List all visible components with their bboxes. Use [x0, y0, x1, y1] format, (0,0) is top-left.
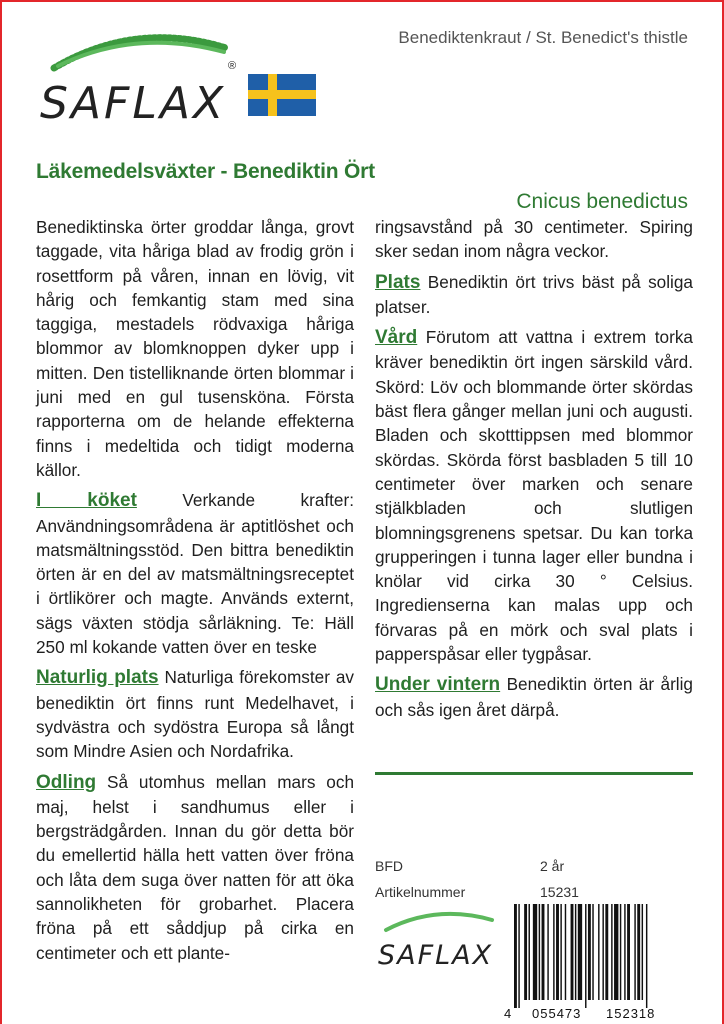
barcode-bar: [529, 904, 530, 1000]
odling-heading: Odling: [36, 771, 97, 793]
right-column: [375, 215, 693, 728]
koket-section: [36, 488, 354, 659]
barcode-bar: [533, 904, 537, 1000]
barcode-bar: [575, 904, 576, 1000]
barcode-bar: [571, 904, 574, 1000]
barcode-bar: [553, 904, 554, 1000]
left-column: [36, 215, 354, 971]
barcode-left-digits: 055473: [532, 1006, 582, 1021]
continuation-paragraph: ringsavstånd på 30 centimeter. Spiring sker sedan inom några veckor.: [375, 217, 693, 262]
barcode-bar: [578, 904, 582, 1000]
koket-heading: I köket: [36, 490, 137, 512]
barcode-bar: [642, 904, 643, 1000]
barcode-bar: [614, 904, 618, 1000]
section-divider: [375, 772, 693, 775]
under-vintern-section: [375, 672, 693, 722]
naturlig-plats-section: [36, 665, 354, 763]
barcode-bar: [518, 904, 519, 1008]
under-vintern-heading: Under vintern: [375, 674, 501, 696]
registered-mark: ®: [228, 60, 237, 72]
barcode-bar: [624, 904, 625, 1000]
barcode-bar: [539, 904, 540, 1000]
barcode-bar: [637, 904, 640, 1000]
article-number-label: Artikelnummer: [375, 884, 466, 900]
plats-text: Benediktin ört trivs bäst på soliga platser.: [375, 271, 693, 317]
odling-section: [36, 770, 354, 965]
svg-text:SAFLAX: SAFLAX: [378, 940, 494, 971]
plats-section: [375, 270, 693, 320]
barcode-bar: [588, 904, 591, 1000]
barcode-first-digit: 4: [504, 1006, 512, 1021]
barcode-right-digits: 152318: [606, 1006, 656, 1021]
vard-text: Förutom att vattna i extrem torka kräver benediktin ört ingen särskild vård. Skörd: Löv och blommande örter skördas bäst flera gånger mellan juni och augusti. Bladen och skotttippsen med blommor skördas. Skörda först basbladen 5 till 10 centimeter över marken och senare stjälkbladen och slutligen blomningsgrenens spetsar. Du kan torka grupperingen i tunna lager eller bundna i knölar vid cirka 30 ° Celsius. Ingredienserna kan malas upp och förvaras på en mörk och sval plats i papperspåsar eller tygpåsar.: [375, 327, 693, 665]
barcode-bar: [627, 904, 630, 1000]
swedish-flag-icon: [248, 74, 316, 116]
leaf-arc-icon: [386, 914, 492, 930]
barcode-bar: [620, 904, 621, 1000]
barcode-bar: [556, 904, 559, 1000]
saflax-logo-small: [374, 904, 500, 974]
barcode-bar: [560, 904, 561, 1000]
vard-heading: Vård: [375, 327, 418, 349]
odling-text: Så utomhus mellan mars och maj, helst i sandhumus eller i bergsträdgården. Innan du gör detta bör du emellertid hälla hett vatten över fröna och låta dem suga över natten för att öka sannolikheten för grobarhet. Placera fröna på ett såddjup på cirka en centimeter och ett plante-: [36, 771, 354, 963]
bfd-label: BFD: [375, 858, 403, 874]
latin-name: Cnicus benedictus: [516, 190, 688, 213]
vard-section: [375, 325, 693, 666]
barcode-bar: [611, 904, 612, 1000]
product-title: Läkemedelsväxter - Benediktin Ört: [36, 160, 375, 183]
ean-barcode: [502, 902, 694, 1024]
barcode-bar: [646, 904, 647, 1008]
barcode-bar: [605, 904, 608, 1000]
svg-text:SAFLAX: SAFLAX: [40, 78, 227, 126]
barcode-bar: [547, 904, 548, 1000]
barcode-bar: [602, 904, 603, 1000]
barcode-bar: [585, 904, 586, 1008]
barcode-bar: [565, 904, 566, 1000]
barcode-bar: [634, 904, 635, 1000]
naturlig-plats-heading: Naturlig plats: [36, 667, 159, 689]
barcode-bar: [592, 904, 593, 1000]
common-names: Benediktenkraut / St. Benedict's thistle: [398, 28, 688, 47]
intro-paragraph: Benediktinska örter groddar långa, grovt taggade, vita håriga blad av frodig grön i rosettform på våren, innan en lövig, vit hårig och femkantig stam med sina taggiga, mestadels rödvaxiga håriga blommor av blomknoppen dyker upp i mitten. Den tistelliknande örten blommar i juni med en gul tusensköna. Första rapporterna om de helande effekterna finns i medeltida och tidigt moderna källor.: [36, 217, 354, 480]
barcode-bar: [524, 904, 527, 1000]
article-number-value: 15231: [540, 884, 579, 900]
bfd-value: 2 år: [540, 858, 565, 874]
plats-heading: Plats: [375, 271, 421, 293]
saflax-logo: [36, 26, 246, 126]
barcode-bars: [514, 904, 647, 1008]
barcode-bar: [598, 904, 599, 1000]
leaf-arc-icon: [54, 38, 226, 68]
barcode-bar: [542, 904, 545, 1000]
under-vintern-text: Benediktin örten är årlig och sås igen året därpå.: [375, 674, 693, 720]
barcode-bar: [514, 904, 517, 1008]
koket-text: Verkande krafter: Användningsområdena är aptitlöshet och matsmältningsstöd. Den bittra benediktin örten är en del av matsmältningsreceptet i örtlikörer och magte. Används externt, sägs växten stödja sårläkning. Te: Häll 250 ml kokande vatten över en teske: [36, 490, 354, 658]
naturlig-plats-text: Naturliga förekomster av benediktin ört finns runt Medelhavet, i sydvästra och sydöstra Europa så långt som Mindre Asien och Nordafrika.: [36, 667, 355, 762]
